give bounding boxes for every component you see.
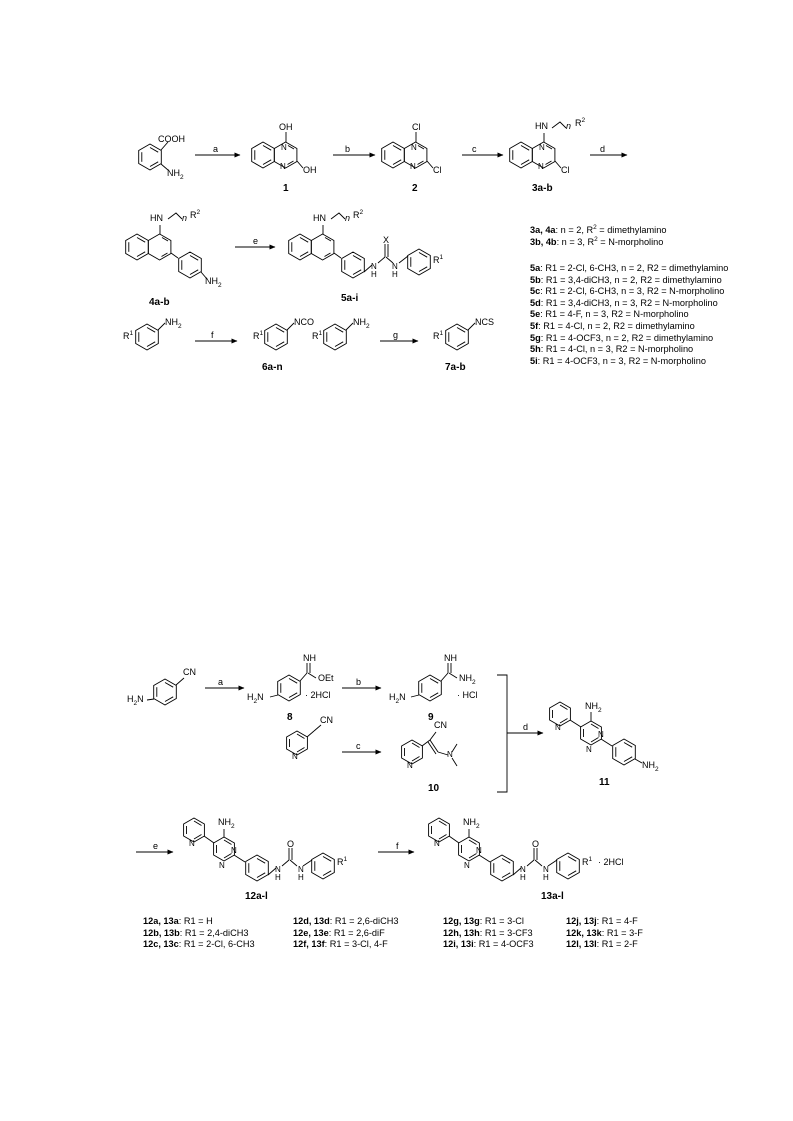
legend-12-row: 12f, 13f: R1 = 3-Cl, 4-F (293, 939, 388, 950)
compound-12-structure (184, 818, 335, 881)
reagent-f-2: f (396, 841, 399, 851)
2hcl-label-13: · 2HCl (598, 857, 624, 867)
compound-9-structure (411, 663, 457, 701)
h2n-label-start: $H_2N$ (127, 694, 144, 707)
legend-12-row: 12b, 13b: R1 = 2,4-diCH3 (143, 927, 249, 938)
n-label-1b: N (280, 162, 286, 171)
r2-label-4: $R^2$ (190, 209, 201, 220)
nh-label-12a: N H (275, 865, 281, 882)
legend-5-row: 5b: R1 = 3,4-diCH3, n = 2, R2 = dimethylamino (530, 274, 722, 285)
n-label-3b: N (538, 162, 544, 171)
reagent-e-2: e (153, 841, 159, 851)
legend-12-col-1 (143, 916, 255, 951)
cooh-label: COOH (158, 134, 185, 144)
r1-label-7start: $R^1$ (312, 330, 323, 341)
legend-12-col-4 (566, 916, 643, 951)
nh2-label-6start: $NH_2$ (165, 317, 182, 330)
nh2-label-4: $NH_2$ (205, 276, 222, 289)
anthranilic-acid-structure (139, 142, 168, 170)
legend-12-row: 12g, 13g: R1 = 3-Cl (443, 916, 524, 926)
compound-label-13: 13a-l (541, 891, 564, 902)
compound-label-4: 4a-b (149, 297, 170, 308)
legend-12-row: 12h, 13h: R1 = 3-CF3 (443, 927, 533, 938)
isothiocyanate-structure (446, 323, 475, 350)
compound-label-7: 7a-b (445, 362, 466, 373)
legend-12-row: 12e, 13e: R1 = 2,6-diF (293, 927, 385, 938)
nh-label-9: NH (444, 653, 457, 663)
n-label-2b: N (410, 162, 416, 171)
r1-label-6: $R^1$ (253, 330, 264, 341)
cn-label-10: CN (434, 720, 447, 730)
ncs-label: NCS (475, 317, 495, 327)
n-label-13a: N (434, 839, 440, 848)
legend-34-row-1: 3a, 4a: n = 2, $R^2$ = dimethylamino (530, 223, 667, 235)
compound-4-structure (126, 213, 207, 279)
pyridylacetonitrile-structure (287, 725, 321, 755)
reagent-a-2: a (218, 677, 224, 687)
compound-label-2: 2 (412, 183, 418, 194)
n-label-13b: N (476, 846, 482, 855)
legend-5-row: 5g: R1 = 4-OCF3, n = 2, R2 = dimethylamino (530, 332, 714, 343)
n-label-11c: N (586, 745, 592, 754)
nh-label-8: NH (303, 653, 316, 663)
o-label-13: O (532, 839, 540, 849)
compound-11-structure (550, 702, 642, 765)
nh-label-12b: N H (298, 865, 304, 882)
compound-label-5: 5a-i (341, 293, 359, 304)
compound-2-structure (382, 132, 433, 168)
legend-12-row: 12j, 13j: R1 = 4-F (566, 916, 638, 926)
legend-34 (530, 225, 666, 248)
n-label-10b: N (447, 750, 453, 759)
oet-label-8: OEt (318, 673, 334, 683)
oh-label-2: OH (303, 165, 317, 175)
n-label-11b: N (598, 730, 604, 739)
n-loop-label-5: n (345, 213, 351, 223)
legend-5-row: 5a: R1 = 2-Cl, 6-CH3, n = 2, R2 = dimethylamino (530, 263, 729, 273)
r1-label-12: $R^1$ (337, 856, 348, 867)
legend-12-row: 12a, 13a: R1 = H (143, 916, 213, 926)
n-label-12b: N (231, 846, 237, 855)
nh2-label-12: $NH_2$ (218, 817, 235, 830)
o-label-12: O (287, 839, 295, 849)
reagent-d-1: d (600, 144, 606, 154)
legend-5-row: 5f: R1 = 4-Cl, n = 2, R2 = dimethylamino (530, 320, 695, 331)
compound-5-structure (289, 213, 431, 278)
r1-label-13: $R^1$ (582, 856, 593, 867)
nh2-label-11b: $NH_2$ (642, 760, 659, 773)
legend-12-col-2 (293, 916, 398, 951)
compound-label-3: 3a-b (532, 183, 553, 194)
reagent-b-2: b (356, 677, 362, 687)
nh2-label: $NH_2$ (167, 168, 184, 181)
n-label-pyr: N (292, 752, 298, 761)
reagent-b-1: b (345, 144, 351, 154)
legend-12-row: 12c, 13c: R1 = 2-Cl, 6-CH3 (143, 939, 255, 950)
compound-label-8: 8 (287, 712, 293, 723)
compound-1-structure (252, 132, 303, 168)
nh-label-5b: N H (392, 262, 398, 279)
compound-label-10: 10 (428, 783, 440, 794)
cl-label-3: Cl (561, 165, 570, 175)
nh-label-13b: N H (543, 865, 549, 882)
n-label-11a: N (555, 723, 561, 732)
compound-label-9: 9 (428, 712, 434, 723)
n-loop-label-3: n (566, 121, 572, 131)
legend-12-col-3 (443, 916, 534, 951)
compound-label-12: 12a-l (245, 891, 268, 902)
nco-label: NCO (294, 317, 314, 327)
reagent-d-2: d (523, 722, 529, 732)
aniline-structure-1 (136, 323, 165, 350)
reagent-g-1: g (393, 330, 399, 340)
legend-5-row: 5i: R1 = 4-OCF3, n = 3, R2 = N-morpholino (530, 355, 706, 366)
cl-label-1: Cl (412, 122, 421, 132)
hn-label-5: HN (313, 213, 326, 223)
nh2-label-11: $NH_2$ (585, 701, 602, 714)
bracket (497, 675, 507, 792)
n-label-2a: N (411, 143, 417, 152)
cl-label-2: Cl (433, 165, 442, 175)
hn-label-3: HN (535, 121, 548, 131)
reagent-f-1: f (211, 330, 214, 340)
nh2-label-7start: $NH_2$ (353, 317, 370, 330)
aminobenzonitrile-structure (147, 678, 184, 705)
legend-12-row: 12i, 13i: R1 = 4-OCF3 (443, 939, 534, 950)
compound-label-11: 11 (599, 777, 610, 788)
reagent-e-1: e (253, 236, 259, 246)
n-label-12c: N (219, 861, 225, 870)
compound-label-6: 6a-n (262, 362, 283, 373)
legend-12-row: 12k, 13k: R1 = 3-F (566, 927, 643, 938)
n-label-12a: N (189, 839, 195, 848)
legend-5 (530, 263, 728, 367)
reagent-c-1: c (472, 144, 477, 154)
n-loop-label-4: n (182, 213, 188, 223)
reagent-a-1: a (213, 144, 219, 154)
isocyanate-structure (265, 323, 294, 350)
nh2-label-13: $NH_2$ (463, 817, 480, 830)
r1-label-7: $R^1$ (433, 330, 444, 341)
r2-label-5: $R^2$ (353, 209, 364, 220)
nh-label-5a: N H (371, 262, 377, 279)
n-label-13c: N (464, 861, 470, 870)
r1-label-5: $R^1$ (433, 254, 444, 265)
n-label-1a: N (281, 143, 287, 152)
2hcl-label-8: · 2HCl (305, 690, 331, 700)
legend-5-row: 5c: R1 = 2-Cl, 6-CH3, n = 3, R2 = N-morpholino (530, 286, 725, 297)
legend-5-row: 5h: R1 = 4-Cl, n = 3, R2 = N-morpholino (530, 344, 694, 355)
legend-12-row: 12d, 13d: R1 = 2,6-diCH3 (293, 916, 399, 926)
cn-label-start: CN (183, 667, 196, 677)
aniline-structure-2 (324, 323, 353, 350)
cn-label-pyr: CN (320, 715, 333, 725)
compound-label-1: 1 (283, 183, 289, 194)
legend-5-row: 5d: R1 = 3,4-diCH3, n = 3, R2 = N-morpholino (530, 297, 718, 308)
x-label-5: X (383, 235, 390, 245)
n-label-10a: N (407, 761, 413, 770)
oh-label-1: OH (279, 122, 293, 132)
legend-12-row: 12l, 13l: R1 = 2-F (566, 939, 638, 950)
h2n-label-9: $H_2N$ (389, 692, 406, 705)
legend-5-row: 5e: R1 = 4-F, n = 3, R2 = N-morpholino (530, 309, 689, 320)
nh-label-13a: N H (520, 865, 526, 882)
n-label-3a: N (539, 143, 545, 152)
hn-label-4: HN (150, 213, 163, 223)
hcl-label-9: · HCl (457, 690, 478, 700)
r1-label-6start: $R^1$ (123, 330, 134, 341)
r2-label-3: $R^2$ (575, 117, 586, 128)
compound-13-structure (429, 818, 580, 881)
reagent-c-2: c (356, 741, 361, 751)
nh2-label-9: $NH_2$ (459, 673, 476, 686)
legend-34-row-2: 3b, 4b: n = 3, $R^2$ = N-morpholino (530, 235, 664, 247)
h2n-label-8: $H_2N$ (247, 692, 264, 705)
